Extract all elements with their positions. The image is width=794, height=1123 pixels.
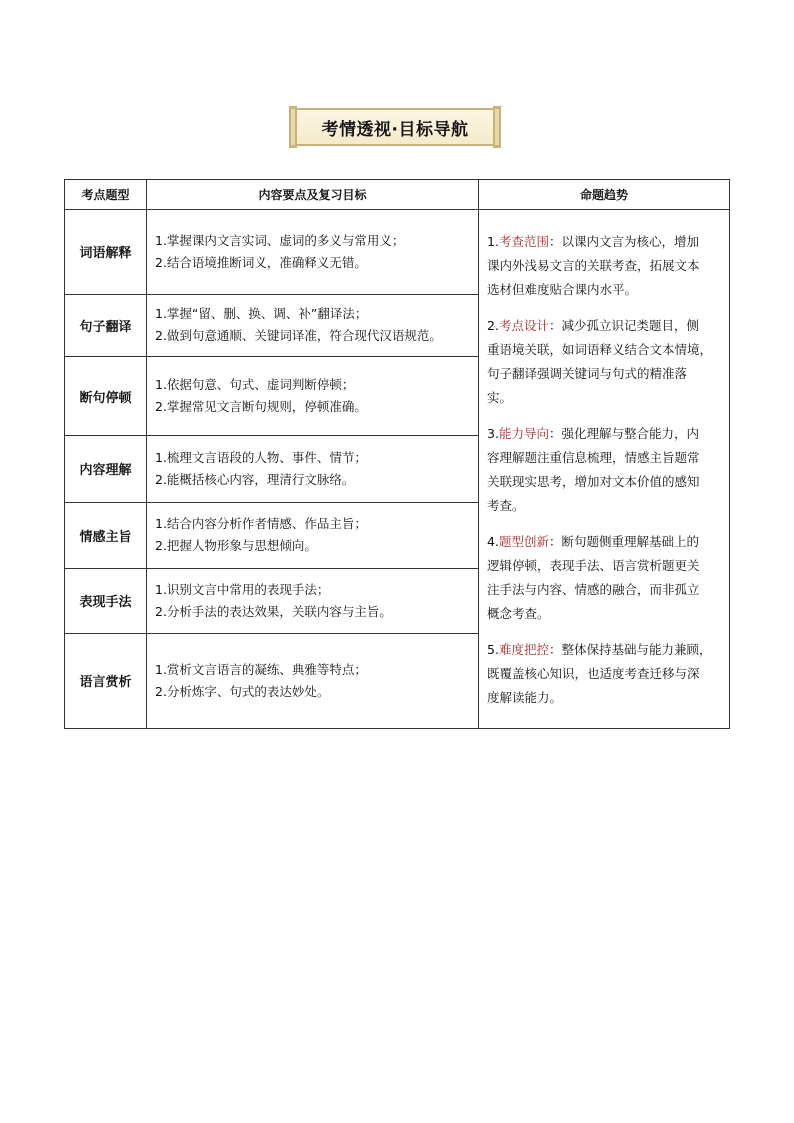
goal-line: 1.赏析文言语言的凝练、典雅等特点；: [155, 661, 367, 677]
section-banner: [289, 108, 501, 146]
goal-line: 2.掌握常见文言断句规则，停顿准确。: [155, 399, 367, 415]
trend-label: 能力导向: [498, 426, 549, 441]
trend-item: [487, 638, 721, 710]
trend-text: 度解读能力。: [487, 690, 563, 705]
trend-sep: ：: [548, 234, 562, 249]
trend-sep: ：: [548, 642, 562, 657]
trend-num: 2.: [487, 318, 499, 333]
banner-title: 考情透视·目标导航: [321, 119, 469, 140]
trend-num: 1.: [487, 234, 499, 249]
goals-cell: [147, 568, 479, 633]
trend-item: [487, 530, 721, 626]
trend-text: 重语境关联，如词语释义结合文本情境，: [487, 342, 713, 357]
trend-num: 3.: [487, 426, 499, 441]
trend-label: 考查范围: [498, 234, 549, 249]
goal-line: 2.结合语境推断词义，准确释义无错。: [155, 254, 367, 270]
goals-cell: [147, 502, 479, 568]
exam-overview-table: [64, 179, 730, 729]
category-cell: 内容理解: [65, 436, 147, 502]
trend-text: 容理解题注重信息梳理，情感主旨题常: [487, 450, 700, 465]
trend-text: 强化理解与整合能力，内: [561, 426, 699, 441]
goal-line: 2.把握人物形象与思想倾向。: [155, 538, 317, 554]
category-cell: 词语解释: [65, 210, 147, 295]
trend-text: 课内外浅易文言的关联考查，拓展文本: [487, 258, 700, 273]
trend-text: 句子翻译强调关键词与句式的精准落: [487, 366, 688, 381]
goals-cell: [147, 633, 479, 728]
trend-text: 注手法与内容、情感的融合，而非孤立: [487, 582, 700, 597]
goal-line: 2.分析炼字、句式的表达妙处。: [155, 683, 330, 699]
category-cell: 句子翻译: [65, 294, 147, 356]
trend-item: [487, 422, 721, 518]
goal-line: 1.掌握“留、删、换、调、补”翻译法；: [155, 306, 368, 322]
trend-sep: ：: [548, 426, 562, 441]
goals-cell: [147, 436, 479, 502]
trend-text: 断句题侧重理解基础上的: [561, 534, 699, 549]
goal-line: 2.能概括核心内容，理清行文脉络。: [155, 471, 355, 487]
trend-num: 4.: [487, 534, 499, 549]
banner-right-cap: [493, 106, 501, 148]
trend-text: 减少孤立识记类题目，侧: [561, 318, 699, 333]
category-cell: 情感主旨: [65, 502, 147, 568]
category-cell: 语言赏析: [65, 633, 147, 728]
trend-label: 难度把控: [498, 642, 549, 657]
trend-sep: ：: [548, 534, 562, 549]
header-trends: 命题趋势: [479, 180, 730, 210]
trends-cell: [479, 210, 730, 729]
goal-line: 1.梳理文言语段的人物、事件、情节；: [155, 449, 367, 465]
trend-text: 以课内文言为核心，增加: [561, 234, 699, 249]
goals-cell: [147, 356, 479, 436]
header-category: 考点题型: [65, 180, 147, 210]
goals-cell: [147, 294, 479, 356]
category-cell: 表现手法: [65, 568, 147, 633]
trend-text: 既覆盖核心知识，也适度考查迁移与深: [487, 666, 700, 681]
table-row: [65, 210, 730, 295]
trend-text: 逻辑停顿，表现手法、语言赏析题更关: [487, 558, 700, 573]
goal-line: 1.掌握课内文言实词、虚词的多义与常用义；: [155, 232, 405, 248]
trend-item: [487, 314, 721, 410]
trend-text: 整体保持基础与能力兼顾，: [561, 642, 712, 657]
trend-text: 选材但难度贴合课内水平。: [487, 282, 638, 297]
trend-sep: ：: [548, 318, 562, 333]
trend-text: 概念考查。: [487, 606, 550, 621]
trend-label: 考点设计: [498, 318, 549, 333]
trend-text: 实。: [487, 390, 513, 405]
goal-line: 1.结合内容分析作者情感、作品主旨；: [155, 516, 367, 532]
goal-line: 1.依据句意、句式、虚词判断停顿；: [155, 377, 355, 393]
goal-line: 2.做到句意通顺、关键词译准，符合现代汉语规范。: [155, 328, 442, 344]
trend-item: [487, 230, 721, 302]
trend-num: 5.: [487, 642, 499, 657]
trend-text: 关联现实思考，增加对文本价值的感知: [487, 474, 700, 489]
trend-text: 考查。: [487, 498, 525, 513]
goals-cell: [147, 210, 479, 295]
goal-line: 1.识别文言中常用的表现手法；: [155, 581, 330, 597]
category-cell: 断句停顿: [65, 356, 147, 436]
table-header-row: [65, 180, 730, 210]
header-goals: 内容要点及复习目标: [147, 180, 479, 210]
goal-line: 2.分析手法的表达效果，关联内容与主旨。: [155, 603, 392, 619]
trend-label: 题型创新: [498, 534, 549, 549]
